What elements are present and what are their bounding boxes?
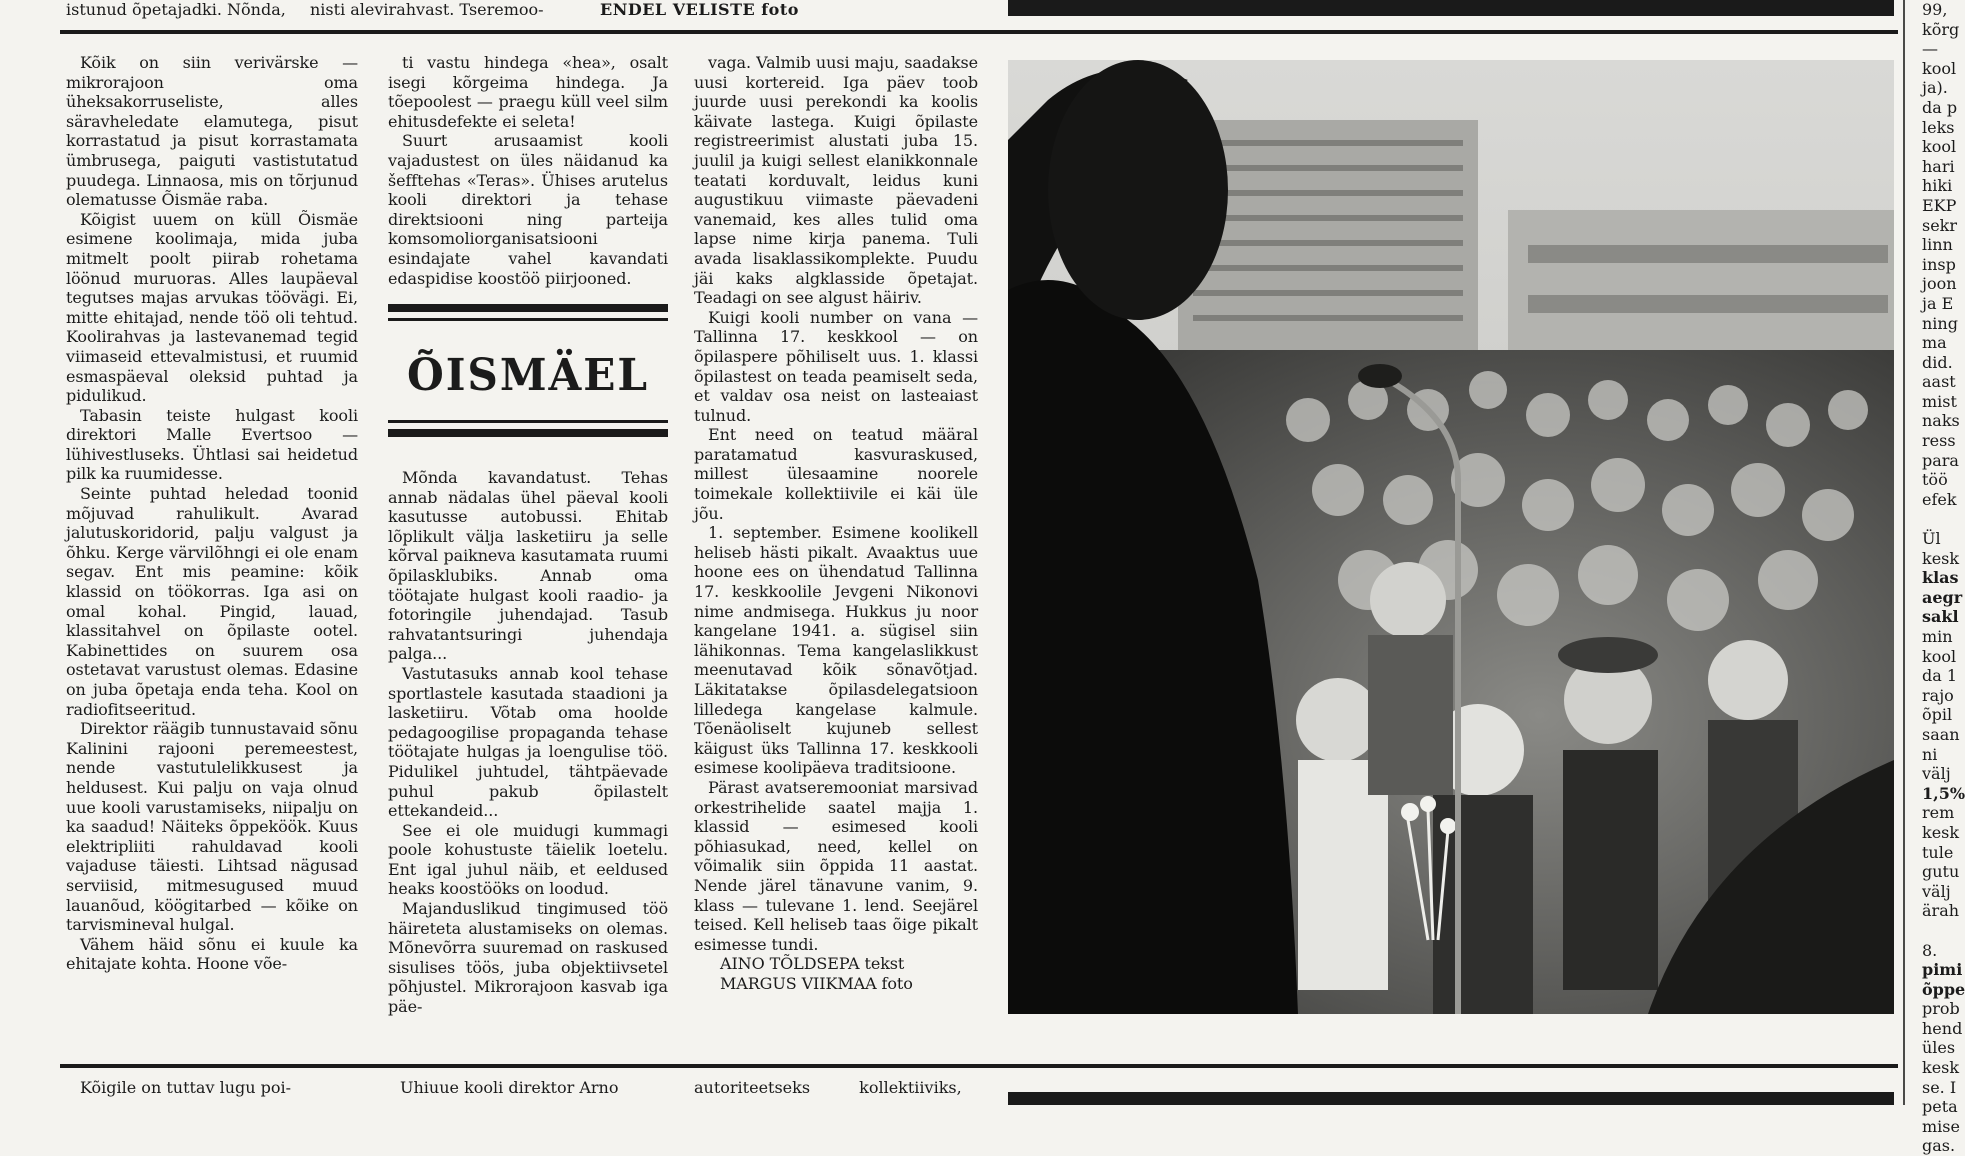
edge-line: — [1922, 39, 1938, 59]
edge-line: hend [1922, 1018, 1963, 1038]
paragraph: Kõik on siin verivärske — mikrorajoon oma üheksakorruseliste, alles säravheledate elamutega, pisut korrastatud ja pisut korrastamata ümbrusega, paiguti vastistutatud puudega. Linnaosa, mis on tõrjunud olematusse Õismäe raba. [66, 53, 358, 210]
paragraph: Majanduslikud tingimused töö häireteta alustamiseks on olemas. Mõnevõrra suuremad on raskused sisulises töös, juba objektiivsetel põhjustel. Mikrorajoon kasvab iga päe- [388, 899, 668, 1017]
paragraph: vaga. Valmib uusi maju, saadakse uusi kortereid. Iga päev toob juurde uusi perekondi ka koolis käivate lastega. Kuigi õpilaste registreerimist alustati juba 15. juulil ja kuigi sellest elanikkonnale teatati korduvalt, leidus kuni augustikuu viimaste päevadeni vanemaid, kes alles tulid oma lapse nime kirja panema. Tuli avada lisaklassikomplekte. Puudu jäi kaks algklasside õpetajat. Teadagi on see algust häiriv. [694, 53, 978, 308]
bottom-rule [60, 1064, 1898, 1068]
top-text-col2: nisti alevirahvast. Tseremoo- [310, 0, 544, 19]
edge-line: da 1 [1922, 666, 1958, 686]
paragraph: Direktor räägib tunnustavaid sõnu Kalinini rajooni peremeestest, nende vastutulelikkusest ja heldusest. Kui palju on vaja olnud uue kooli varustamiseks, niipalju on ka saadud! Näiteks õppeköök. Kuus elektripliiti rahuldavad kooli vajaduse täiesti. Lihtsad nägusad serviisid, mitmesugused muud lauanõud, köögitarbed — kõike on tarvismineval hulgal. [66, 719, 358, 935]
edge-line: Ül [1922, 529, 1941, 549]
top-text-col1: istunud õpetajadki. Nõnda, [66, 0, 286, 19]
signature-text: AINO TÕLDSEPA tekst [720, 954, 905, 974]
edge-line: 99, [1922, 0, 1948, 19]
paragraph: Pärast avatseremooniat marsivad orkestrihelide saatel majja 1. klassid — esimesed kooli põhiasukad, need, kellel on võimalik siin õppida 11 aastat. Nende järel tänavune vanim, 9. klass — tulevane 1. lend. Seejärel teised. Kell heliseb taas õige pikalt esimesse tundi. [694, 777, 978, 954]
edge-line: rajo [1922, 685, 1954, 705]
edge-line: sekr [1922, 215, 1958, 235]
edge-line: hiki [1922, 176, 1953, 196]
edge-line: sakl [1922, 607, 1959, 627]
paragraph: See ei ole muidugi kummagi poole kohustuste täielik loetelu. Ent igal juhul näib, et eeldused heaks koostööks on loodud. [388, 820, 668, 899]
top-photo-credit: ENDEL VELISTE foto [600, 0, 799, 19]
paragraph: Suurt arusaamist kooli vajadustest on üles näidanud ka šefftehas «Teras». Ühises arutelus kooli direktori ja tehase direktsiooni ning parteija komsomoliorganisatsiooni esindajate vahel kavandati edaspidise koostöö piirjooned. [388, 131, 668, 288]
paragraph: Tabasin teiste hulgast kooli direktori Malle Evertsoo — lühivestluseks. Ühtlasi sai heidetud pilk ka ruumidesse. [66, 405, 358, 484]
article-column-3 [694, 53, 978, 994]
edge-line: ning [1922, 313, 1958, 333]
edge-line: välj [1922, 764, 1951, 784]
bottom-text-col1: Kõigile on tuttav lugu poi- [80, 1078, 292, 1097]
bottom-text-col2: Uhiuue kooli direktor Arno [400, 1078, 619, 1097]
edge-line: min [1922, 627, 1953, 646]
top-photo-strip [1008, 0, 1894, 16]
edge-line: peta [1922, 1097, 1958, 1117]
edge-line: aegr [1922, 587, 1963, 607]
edge-line: mise [1922, 1116, 1960, 1136]
edge-line: 8. [1922, 940, 1938, 960]
edge-line: mist [1922, 391, 1957, 411]
edge-line: ärah [1922, 901, 1960, 921]
edge-line: saan [1922, 724, 1960, 744]
headline-rule-top-thin [388, 318, 668, 321]
paragraph: Vähem häid sõnu ei kuule ka ehitajate kohta. Hoone võe- [66, 934, 358, 974]
edge-line: efek [1922, 489, 1957, 509]
edge-line: ress [1922, 431, 1956, 451]
edge-line: leks [1922, 117, 1955, 137]
edge-line [1922, 921, 1960, 941]
edge-line: kool [1922, 646, 1957, 666]
edge-line: kõrg [1922, 19, 1960, 39]
edge-line: did. [1922, 352, 1953, 372]
edge-line: kool [1922, 58, 1957, 78]
edge-line: rem [1922, 803, 1955, 823]
edge-line: insp [1922, 254, 1956, 274]
headline-box [388, 304, 668, 444]
edge-line: joon [1922, 274, 1957, 294]
top-rule [60, 30, 1898, 34]
edge-line: prob [1922, 999, 1960, 1019]
edge-line: ni [1922, 744, 1938, 764]
right-column-rule [1903, 0, 1905, 1105]
edge-line: pimi [1922, 960, 1963, 980]
edge-line: kesk [1922, 548, 1960, 568]
paragraph: Mõnda kavandatust. Tehas annab nädalas ühel päeval kooli kasutusse autobussi. Ehitab lõplikult välja lasketiiru ja selle kõrval paikneva kasutamata ruumi õpilasklubiks. Annab oma töötajate hulgast kooli raadio- ja fotoringile juhendajad. Tasub rahvatantsuringi juhendaja palga... [388, 468, 668, 664]
headline-rule-top [388, 304, 668, 312]
headline-rule-bottom-thin [388, 420, 668, 423]
edge-line: gas. [1922, 1136, 1956, 1156]
right-edge-column [1922, 0, 1965, 1156]
edge-line: tule [1922, 842, 1954, 862]
ceremony-photo [1008, 60, 1894, 1014]
edge-line: klas [1922, 568, 1959, 588]
paragraph: Vastutasuks annab kool tehase sportlastele kasutada staadioni ja lasketiiru. Võtab oma hoolde pedagoogilise propaganda tehase töötajate hulgas ja loengulise töö. Pidulikel juhtudel, tähtpäevade puhul pakub õpilastelt ettekandeid... [388, 663, 668, 821]
edge-line: da p [1922, 97, 1958, 117]
paragraph: Ent need on teatud määral paratamatud kasvuraskused, millest ülesaamine noorele toimekale kollektiivile ei käi üle jõu. [694, 425, 978, 523]
paragraph: Seinte puhtad heledad toonid mõjuvad rahulikult. Avarad jalutuskoridorid, palju valgust ja õhku. Kerge värvilõhngi ei ole enam segav. Ent mis peamine: kõik klassid on töökorras. Iga asi on omal kohal. Pingid, lauad, klassitahvel on õpilaste ootel. Kabinettides on suurem osa ostetavat varustust olemas. Edasine on juba õpetaja enda teha. Kool on radiofitseeritud. [66, 484, 358, 719]
edge-line: para [1922, 450, 1959, 470]
edge-line: töö [1922, 470, 1948, 490]
edge-line: ma [1922, 333, 1947, 353]
paragraph: Kõigist uuem on küll Õismäe esimene koolimaja, mida juba mitmelt poolt piirab rohetama löönud muruoras. Alles laupäeval tegutses majas arvukas töövägi. Ei, mitte ehitajad, nende töö oli tehtud. Koolirahvas ja lastevanemad tegid viimaseid ettevalmistusi, et ruumid esmaspäeval oleksid puhtad ja pidulikud. [66, 209, 358, 406]
bottom-text-col3: autoriteetseks kollektiiviks, [694, 1078, 962, 1097]
paragraph: ti vastu hindega «hea», osalt isegi kõrgeima hindega. Ja tõepoolest — praegu küll veel silm ehitusdefekte ei seleta! [388, 53, 668, 131]
edge-line: kool [1922, 137, 1957, 157]
edge-line: õppe [1922, 979, 1965, 999]
edge-line: gutu [1922, 862, 1960, 882]
article-column-1 [66, 53, 358, 974]
headline-title: ÕISMÄEL [407, 350, 649, 401]
paragraph: Kuigi kooli number on vana — Tallinna 17. keskkool — on õpilaspere põhiliselt uus. 1. klassi õpilastest on teada peamiselt seda, et valdav osa neist on lasteaiast tulnud. [694, 307, 978, 425]
bottom-photo-strip [1008, 1092, 1894, 1105]
edge-line: üles [1922, 1038, 1956, 1058]
headline-rule-bottom [388, 429, 668, 437]
article-column-2-bottom [388, 468, 668, 1017]
edge-line: välj [1922, 881, 1951, 901]
edge-line: aast [1922, 372, 1956, 392]
edge-line: hari [1922, 156, 1955, 176]
ceremony-photo-illustration [1008, 60, 1894, 1014]
edge-line: ja). [1922, 78, 1948, 98]
edge-line: se. I [1922, 1077, 1957, 1097]
edge-line: kesk [1922, 822, 1960, 842]
edge-line: naks [1922, 411, 1960, 431]
edge-line [1922, 509, 1960, 529]
paragraph: 1. september. Esimene koolikell heliseb hästi pikalt. Avaaktus uue hoone ees on ühendatud Tallinna 17. keskkoolile Jevgeni Nikonovi nime andmisega. Hukkus ju noor kangelane 1941. a. sügisel siin lähikonnas. Tema kangelaslikkust meenutavad kõik sõnavõtjad. Läkitatakse õpilasdelegatsioon lilledega kangelase kalmule. Tõenäoliselt kujuneb sellest käigust üks Tallinna 17. keskkooli esimese koolipäeva traditsioone. [694, 523, 978, 778]
signature-photo: MARGUS VIIKMAA foto [720, 973, 913, 993]
edge-line: kesk [1922, 1058, 1960, 1078]
edge-line: 1,5% [1922, 783, 1965, 803]
edge-line: linn [1922, 235, 1953, 255]
edge-line: ja E [1922, 293, 1954, 313]
article-column-2-top [388, 53, 668, 288]
edge-line: õpil [1922, 705, 1953, 725]
edge-line: EKP [1922, 195, 1957, 215]
